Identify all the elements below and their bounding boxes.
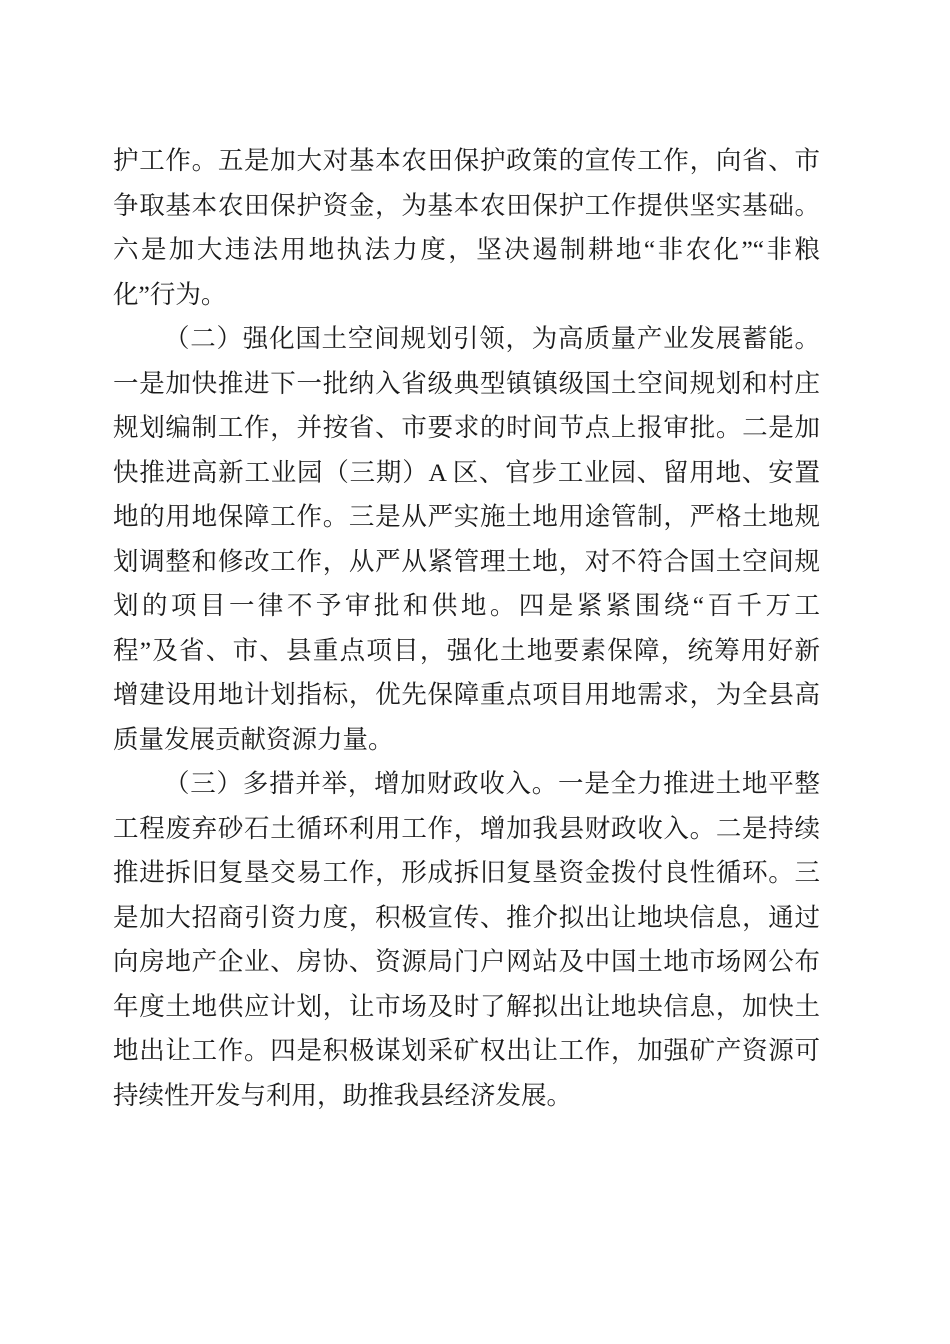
text-line: 向房地产企业、房协、资源局门户网站及中国土地市场网公布 (113, 947, 820, 977)
text-line: （三）多措并举，增加财政收入。一是全力推进土地平整 (164, 769, 820, 799)
text-line: 年度土地供应计划，让市场及时了解拟出让地块信息，加快土 (113, 991, 820, 1021)
text-line: 质量发展贡献资源力量。 (113, 724, 394, 754)
text-line: 护工作。五是加大对基本农田保护政策的宣传工作，向省、市 (113, 146, 820, 175)
text-line: 地的用地保障工作。三是从严实施土地用途管制，严格土地规 (113, 502, 820, 532)
text-line: 划的项目一律不予审批和供地。四是紧紧围绕“百千万工 (113, 591, 820, 621)
text-line: 工程废弃砂石土循环利用工作，增加我县财政收入。二是持续 (113, 813, 820, 843)
text-line: 一是加快推进下一批纳入省级典型镇镇级国土空间规划和村庄 (113, 368, 820, 398)
text-line: 程”及省、市、县重点项目，强化土地要素保障，统筹用好新 (113, 635, 820, 665)
text-line: 规划编制工作，并按省、市要求的时间节点上报审批。二是加 (113, 413, 820, 443)
text-line: 增建设用地计划指标，优先保障重点项目用地需求，为全县高 (113, 680, 820, 710)
text-line: 争取基本农田保护资金，为基本农田保护工作提供坚实基础。 (113, 190, 820, 220)
text-line: 化”行为。 (113, 279, 227, 309)
text-line: 六是加大违法用地执法力度，坚决遏制耕地“非农化”“非粮 (113, 235, 820, 265)
text-line: 地出让工作。四是积极谋划采矿权出让工作，加强矿产资源可 (113, 1036, 820, 1066)
text-line: 持续性开发与利用，助推我县经济发展。 (113, 1080, 573, 1110)
text-line: 是加大招商引资力度，积极宣传、推介拟出让地块信息，通过 (113, 902, 820, 932)
document-text-block (113, 139, 820, 1118)
text-line: 划调整和修改工作，从严从紧管理土地，对不符合国土空间规 (113, 546, 820, 576)
text-line: （二）强化国土空间规划引领，为高质量产业发展蓄能。 (164, 324, 820, 354)
text-line: 推进拆旧复垦交易工作，形成拆旧复垦资金拨付良性循环。三 (113, 858, 820, 888)
text-line: 快推进高新工业园（三期）A 区、官步工业园、留用地、安置 (113, 457, 820, 487)
